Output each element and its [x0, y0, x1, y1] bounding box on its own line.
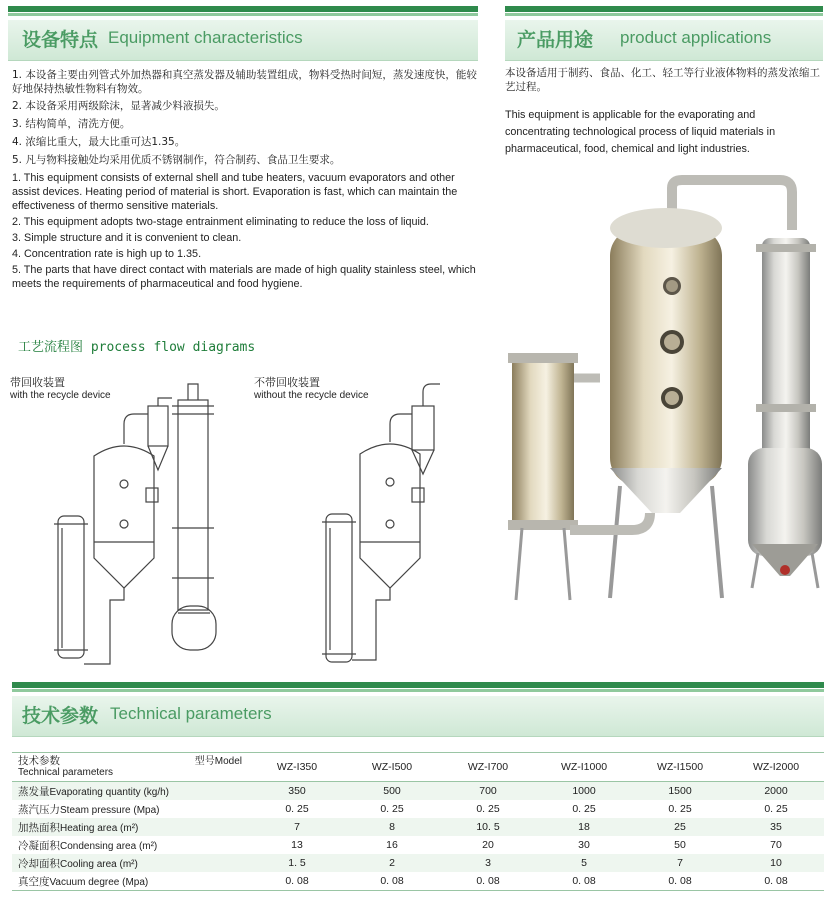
top-bar-right-thin — [505, 13, 823, 16]
model-header: WZ-I500 — [344, 753, 440, 782]
row-label-zh: 蒸发量 — [18, 785, 50, 798]
table-cell: 350 — [250, 782, 344, 801]
model-header: WZ-I2000 — [728, 753, 824, 782]
tech-header — [12, 696, 824, 737]
table-cell: 16 — [386, 839, 398, 851]
table-cell: 10. 5 — [440, 818, 536, 836]
row-label-en: Condensing area (m²) — [60, 840, 158, 852]
row-label-en: Steam pressure (Mpa) — [60, 804, 160, 816]
table-cell: 10 — [728, 854, 824, 872]
equipment-item-en-3: 3. Simple structure and it is convenient to clean. — [12, 232, 242, 244]
table-cell: 2000 — [728, 782, 824, 801]
evaporator-photo — [500, 168, 830, 608]
table-cell: 20 — [482, 839, 494, 851]
table-row — [12, 800, 824, 818]
table-cell: 0. 08 — [250, 872, 344, 891]
equipment-item-zh-2: 2. 本设备采用两级除沫，显著减少料液损失。 — [12, 100, 225, 112]
table-cell: 25 — [632, 818, 728, 836]
flow-left-caption-zh: 带回收装置 — [10, 376, 65, 389]
equipment-item-zh-1: 1. 本设备主要由列管式外加热器和真空蒸发器及辅助装置组成，物料受热时间短，蒸发速度快，能较好地保持热敏性物料有物效。 — [12, 69, 477, 95]
row-label-zh: 冷却面积 — [18, 857, 60, 870]
table-cell: 0. 25 — [380, 803, 404, 815]
table-cell: 0. 25 — [285, 803, 309, 815]
table-cell: 3 — [440, 854, 536, 872]
table-cell: 2 — [344, 854, 440, 872]
flow-right-caption-en: without the recycle device — [254, 390, 369, 401]
table-cell: 35 — [728, 818, 824, 836]
tech-title-en: Technical parameters — [110, 704, 272, 723]
row-label — [12, 800, 250, 818]
model-header: WZ-I350 — [250, 753, 344, 782]
tech-bar — [12, 682, 824, 688]
table-cell: 0. 25 — [476, 803, 500, 815]
table-cell: 5 — [536, 854, 632, 872]
row-label-en: Evaporating quantity (kg/h) — [49, 786, 170, 798]
equipment-item-zh-5: 5. 凡与物料接触处均采用优质不锈钢制作，符合制药、食品卫生要求。 — [12, 154, 341, 166]
table-cell: 7 — [632, 854, 728, 872]
table-row — [12, 782, 824, 801]
row-label-en: Vacuum degree (Mpa) — [49, 876, 149, 888]
row-label — [12, 818, 250, 836]
table-row — [12, 854, 824, 872]
equipment-title-en: Equipment characteristics — [108, 28, 303, 47]
flow-diagram-without-recycle — [318, 378, 448, 670]
row-label-zh: 真空度 — [18, 875, 50, 888]
equipment-item-zh-3: 3. 结构简单，清洗方便。 — [12, 118, 131, 130]
applications-header — [505, 20, 823, 61]
table-row — [12, 872, 824, 891]
corner-en: Technical parameters — [18, 767, 114, 778]
equipment-item-en-5: 5. The parts that have direct contact with materials are made of high quality stainless steel, which meets the requirements of pharmaceutical and food hygiene. — [12, 264, 476, 290]
table-row — [12, 836, 824, 854]
table-cell: 0. 08 — [344, 872, 440, 891]
tech-table — [12, 752, 824, 891]
tech-table-header-row — [12, 753, 824, 782]
flow-diagram-with-recycle — [50, 378, 235, 670]
equipment-list — [12, 68, 478, 291]
row-label-en: Cooling area (m²) — [60, 858, 138, 870]
top-bar-right — [505, 6, 823, 12]
applications-text-en: This equipment is applicable for the evaporating and concentrating technological process of liquid materials in pharmaceutical, food, chemical and light industries. — [505, 109, 776, 155]
equipment-item-en-2: 2. This equipment adopts two-stage entrainment eliminating to reduce the loss of liquid. — [12, 216, 429, 228]
flow-title: 工艺流程图 process flow diagrams — [18, 340, 256, 355]
table-cell: 30 — [578, 839, 590, 851]
row-label — [12, 854, 250, 872]
row-label-zh: 蒸汽压力 — [18, 803, 60, 816]
equipment-item-zh-4: 4. 浓缩比重大，最大比重可达1.35。 — [12, 136, 186, 148]
corner-model: 型号Model — [194, 756, 242, 767]
row-label-zh: 冷凝面积 — [18, 839, 60, 852]
row-label — [12, 782, 250, 801]
model-header: WZ-I700 — [440, 753, 536, 782]
flow-right-caption-zh: 不带回收装置 — [254, 376, 320, 389]
table-cell: 700 — [440, 782, 536, 801]
table-cell: 18 — [536, 818, 632, 836]
table-cell: 500 — [344, 782, 440, 801]
table-cell: 1000 — [536, 782, 632, 801]
table-cell: 1. 5 — [250, 854, 344, 872]
row-label — [12, 836, 250, 854]
table-cell: 13 — [291, 839, 303, 851]
model-header: WZ-I1500 — [632, 753, 728, 782]
table-cell: 0. 25 — [572, 803, 596, 815]
top-bar-left — [8, 6, 478, 12]
table-cell: 0. 08 — [728, 872, 824, 891]
table-cell: 0. 08 — [632, 872, 728, 891]
row-label-en: Heating area (m²) — [60, 822, 139, 834]
flow-left-caption-en: with the recycle device — [10, 390, 111, 401]
table-cell: 0. 25 — [764, 803, 788, 815]
table-row — [12, 818, 824, 836]
model-header: WZ-I1000 — [536, 753, 632, 782]
applications-text-zh: 本设备适用于制药、食品、化工、轻工等行业液体物料的蒸发浓缩工艺过程。 — [505, 67, 820, 93]
equipment-item-en-1: 1. This equipment consists of external shell and tube heaters, vacuum evaporators and other assist devices. Heating period of material is short. Evaporation is fast, which can maintain the effectiveness of thermo sensitive materials. — [12, 172, 458, 212]
top-bar-left-thin — [8, 13, 478, 16]
table-cell: 0. 08 — [536, 872, 632, 891]
corner-zh: 技术参数 — [18, 755, 60, 767]
row-label-zh: 加热面积 — [18, 821, 60, 834]
table-cell: 1500 — [632, 782, 728, 801]
applications-title-zh: 产品用途 — [517, 29, 594, 51]
equipment-item-en-4: 4. Concentration rate is high up to 1.35. — [12, 248, 202, 260]
tech-bar-thin — [12, 689, 824, 692]
table-cell: 0. 25 — [668, 803, 692, 815]
tech-table-corner — [12, 753, 250, 782]
equipment-header — [8, 20, 478, 61]
table-cell: 0. 08 — [440, 872, 536, 891]
row-label — [12, 872, 250, 891]
table-cell: 7 — [250, 818, 344, 836]
table-cell: 70 — [770, 839, 782, 851]
tech-title-zh: 技术参数 — [22, 705, 99, 727]
applications-title-en: product applications — [620, 28, 772, 47]
equipment-title-zh: 设备特点 — [22, 29, 99, 51]
table-cell: 50 — [674, 839, 686, 851]
table-cell: 8 — [344, 818, 440, 836]
